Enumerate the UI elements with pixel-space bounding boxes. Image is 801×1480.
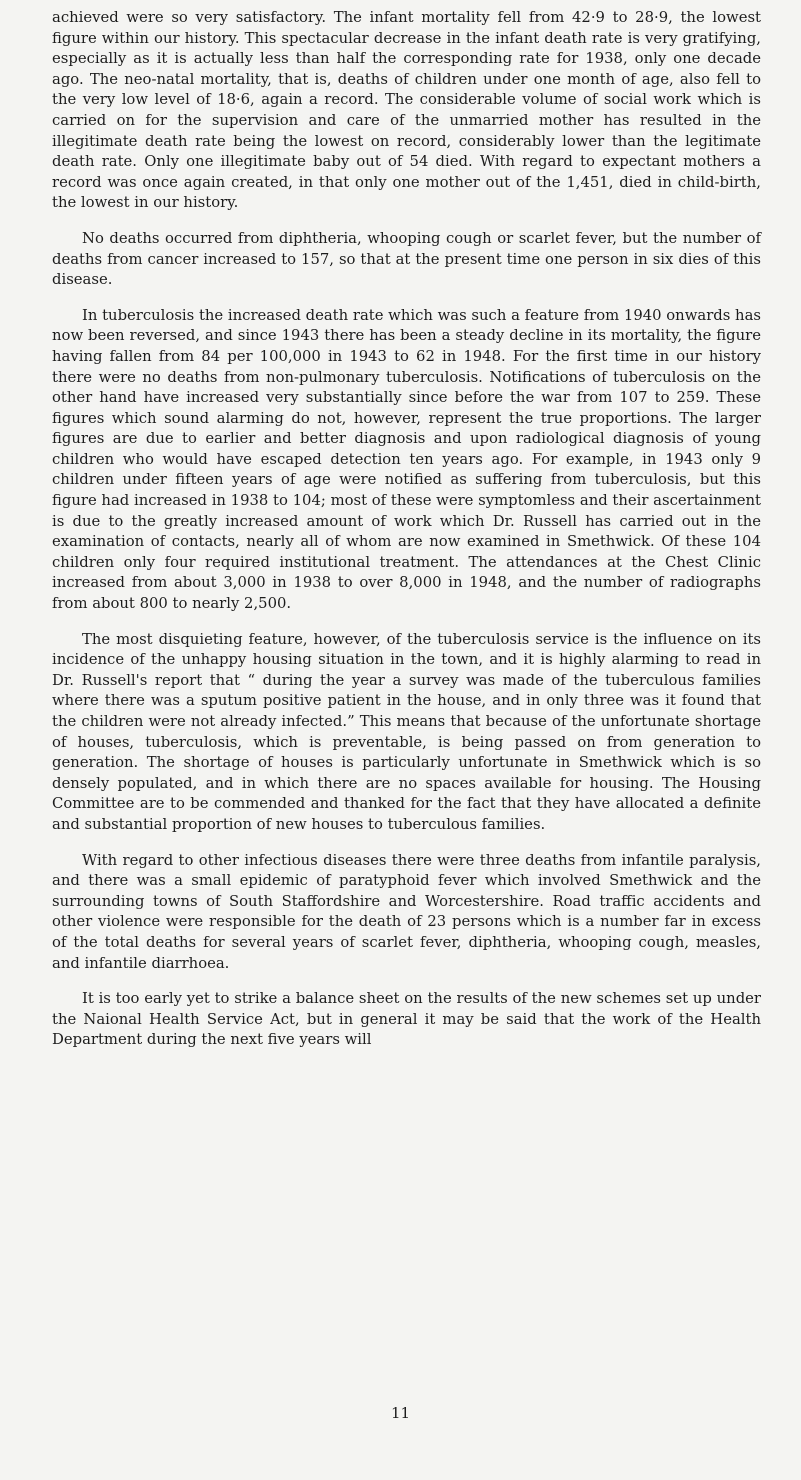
paragraph-infant-mortality: achieved were so very satisfactory. The infant mortality fell from 42·9 to 28·9, the lowest figure within our history. This spectacular decrease in the infant death rate is very gratifying, especially as it is actually less than half the corresponding rate for 1938, only one decade ago. The neo-natal mortality, that is, deaths of children under one month of age, also fell to the very low level of 18·6, again a record. The considerable volume of social work which is carried on for the supervision and care of the unmarried mother has resulted in the illegitimate death rate being the lowest on record, considerably lower than the legitimate death rate. Only one illegitimate baby out of 54 died. With regard to expectant mothers a record was once again created, in that only one mother out of the 1,451, died in child-birth, the lowest in our history. xyxy=(52,9,761,212)
paragraph-tuberculosis: In tuberculosis the increased death rate which was such a feature from 1940 onwards has now been reversed, and since 1943 there has been a steady decline in its mortality, the figure having fallen from 84 per 100,000 in 1943 to 62 in 1948. For the first time in our history there were no deaths from non-pulmonary tuberculosis. Notifications of tuberculosis on the other hand have increased very substantially since before the war from 107 to 259. These figures which sound alarming do not, however, represent the true proportions. The larger figures are due to earlier and better diagnosis and upon radiological diagnosis of young children who would have escaped detection ten years ago. For example, in 1943 only 9 children under fifteen years of age were notified as suffering from tuberculosis, but this figure had increased in 1938 to 104; most of these were symptomless and their ascertainment is due to the greatly increased amount of work which Dr. Russell has carried out in the examination of contacts, nearly all of whom are now examined in Smethwick. Of these 104 children only four required institutional treatment. The attendances at the Chest Clinic increased from about 3,000 in 1938 to over 8,000 in 1948, and the number of radiographs from about 800 to nearly 2,500. xyxy=(52,306,761,613)
paragraph-housing-situation: The most disquieting feature, however, of the tuberculosis service is the influence on its incidence of the unhappy housing situation in the town, and it is highly alarming to read in Dr. Russell's report that “ during the year a survey was made of the tuberculous families where there was a sputum positive patient in the house, and in only three was it found that the children were not already infected.” This means that because of the unfortunate shortage of houses, tuberculosis, which is preventable, is being passed on from generation to generation. The shortage of houses is particularly unfortunate in Smethwick which is so densely populated, and in which there are no spaces available for housing. The Housing Committee are to be commended and thanked for the fact that they have allocated a definite and substantial proportion of new houses to tuberculous families. xyxy=(52,630,761,833)
paragraph-cancer-deaths: No deaths occurred from diphtheria, whooping cough or scarlet fever, but the number of deaths from cancer increased to 157, so that at the present time one person in six dies of this disease. xyxy=(52,229,761,289)
paragraph-health-service-act: It is too early yet to strike a balance sheet on the results of the new schemes set up under the Naional Health Service Act, but in general it may be said that the work of the Health Department during the next five years will xyxy=(52,990,761,1049)
body-text xyxy=(52,8,761,1051)
page-number: 11 xyxy=(390,1404,411,1422)
paragraph-infectious-diseases: With regard to other infectious diseases there were three deaths from infantile paralysis, and there was a small epidemic of paratyphoid fever which involved Smethwick and the surrounding towns of South Staffordshire and Worcestershire. Road traffic accidents and other violence were responsible for the death of 23 persons which is a number far in excess of the total deaths for several years of scarlet fever, diphtheria, whooping cough, measles, and infantile diarrhoea. xyxy=(52,851,761,972)
